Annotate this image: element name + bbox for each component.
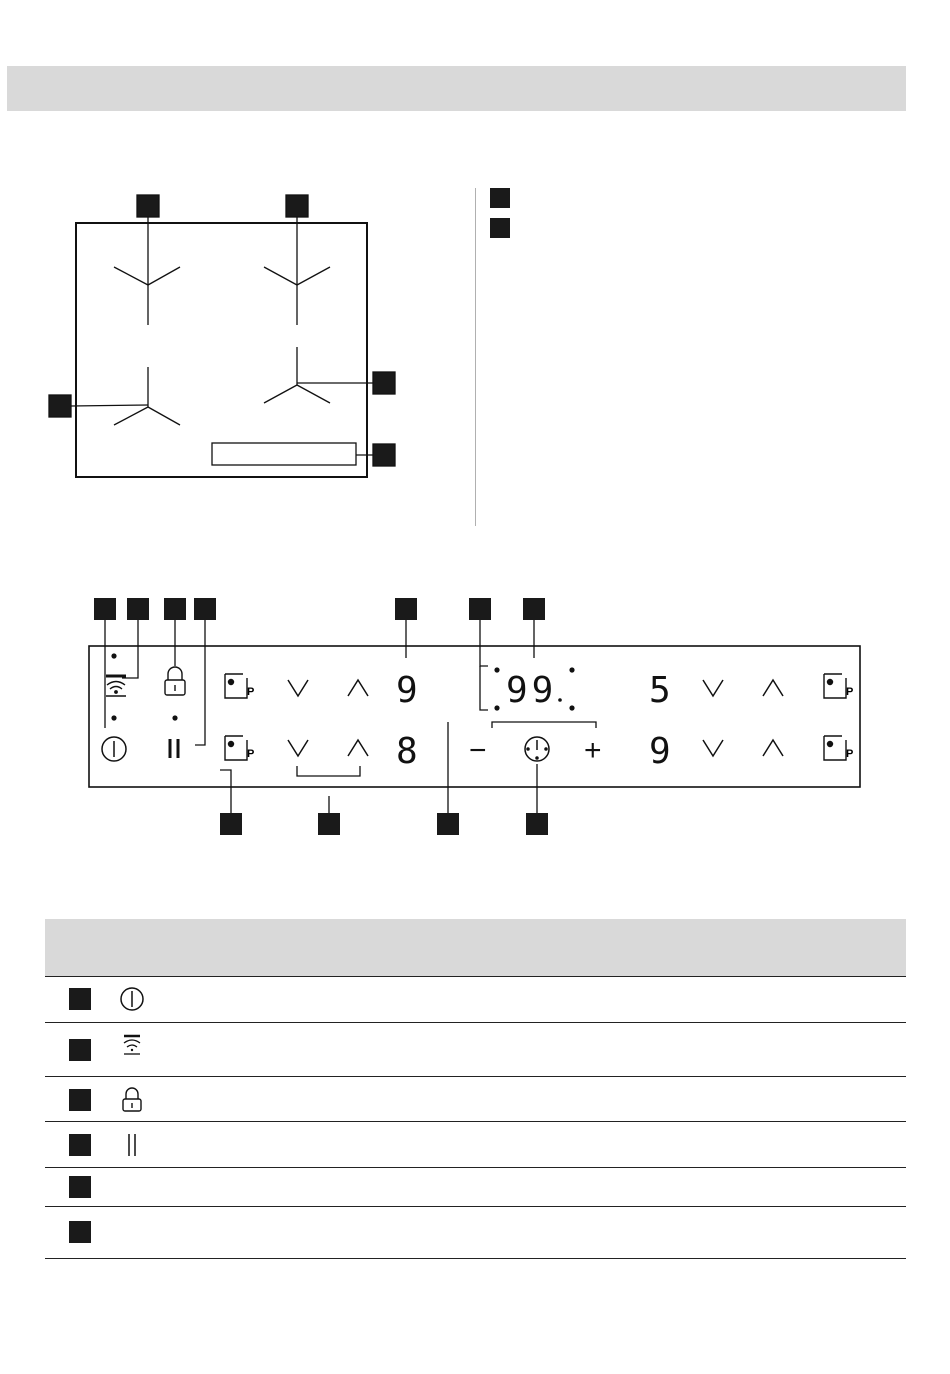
legend-marker-1 [490,188,510,208]
display-front-right: 9 [649,731,671,772]
power-key-label: P [247,748,255,760]
callout-top-7 [523,598,545,620]
table-row-divider [45,1121,906,1122]
callout-bottom-3 [437,813,459,835]
timer-dot [569,667,574,672]
hob-outline [76,223,367,477]
chevron-down-icon [703,680,723,696]
pause-icon [118,1131,146,1159]
timer-dot [494,667,499,672]
minus-button: − [469,734,487,767]
chevron-up-icon [763,680,783,696]
indicator-dot [172,715,177,720]
callout-rear-right [286,195,308,285]
table-row-divider [45,1022,906,1023]
table-header [45,919,906,976]
lock-icon [165,667,185,695]
table-row-divider [45,1167,906,1168]
indicator-dot [111,653,116,658]
indicator-dot [111,715,116,720]
timer-colon-dot [558,698,562,702]
control-panel-diagram [60,590,880,840]
cooking-zone-front-left [114,367,180,425]
table-row-marker [69,1176,91,1198]
hob2hood-icon [106,676,126,696]
callout-rear-left [137,195,159,285]
callout-leaders [105,620,596,813]
chevron-down-icon [288,740,308,756]
callout-top-6 [469,598,491,620]
chevron-up-icon [348,740,368,756]
table-row-divider [45,1206,906,1207]
callout-top-1 [94,598,116,620]
legend-marker-2 [490,218,510,238]
column-divider [475,188,476,526]
display-rear-left: 9 [396,670,418,711]
cooking-zone-front-right [264,347,330,403]
lock-icon [118,1086,146,1114]
table-row-marker [69,1221,91,1243]
power-boost-icon [225,674,247,698]
callout-front-right [297,372,395,394]
power-key-label: P [846,748,854,760]
table-row-marker [69,988,91,1010]
control-panel-box [212,443,356,465]
display-front-left: 8 [396,731,418,772]
power-icon [102,737,126,761]
callout-front-left [49,395,148,417]
section-header [7,66,906,111]
table-row-divider [45,1258,906,1259]
pause-icon [170,739,178,758]
power-icon [118,985,146,1013]
hob2hood-icon [118,1032,146,1060]
callout-bottom-1 [220,813,242,835]
table-row-marker [69,1089,91,1111]
chevron-up-icon [763,740,783,756]
power-boost-icon [824,736,846,760]
callout-top-2 [127,598,149,620]
power-key-label: P [247,686,255,698]
power-key-label: P [846,686,854,698]
table-row-marker [69,1039,91,1061]
callout-top-5 [395,598,417,620]
power-boost-icon [824,674,846,698]
display-rear-right: 5 [649,670,671,711]
chevron-down-icon [288,680,308,696]
timer-dot [569,705,574,710]
hob-layout-diagram [40,185,410,485]
table-row-divider [45,1076,906,1077]
table-row-divider [45,976,906,977]
timer-icon [525,737,549,761]
callout-top-3 [164,598,186,620]
callout-top-4 [194,598,216,620]
callout-bottom-2 [318,813,340,835]
power-boost-icon [225,736,247,760]
callout-bottom-4 [526,813,548,835]
cooking-zone-rear-left [114,267,180,325]
plus-button: + [584,734,602,767]
timer-dot [494,705,499,710]
table-row-marker [69,1134,91,1156]
timer-display: 99 [506,670,558,711]
callout-control-panel [356,444,395,466]
chevron-up-icon [348,680,368,696]
chevron-down-icon [703,740,723,756]
